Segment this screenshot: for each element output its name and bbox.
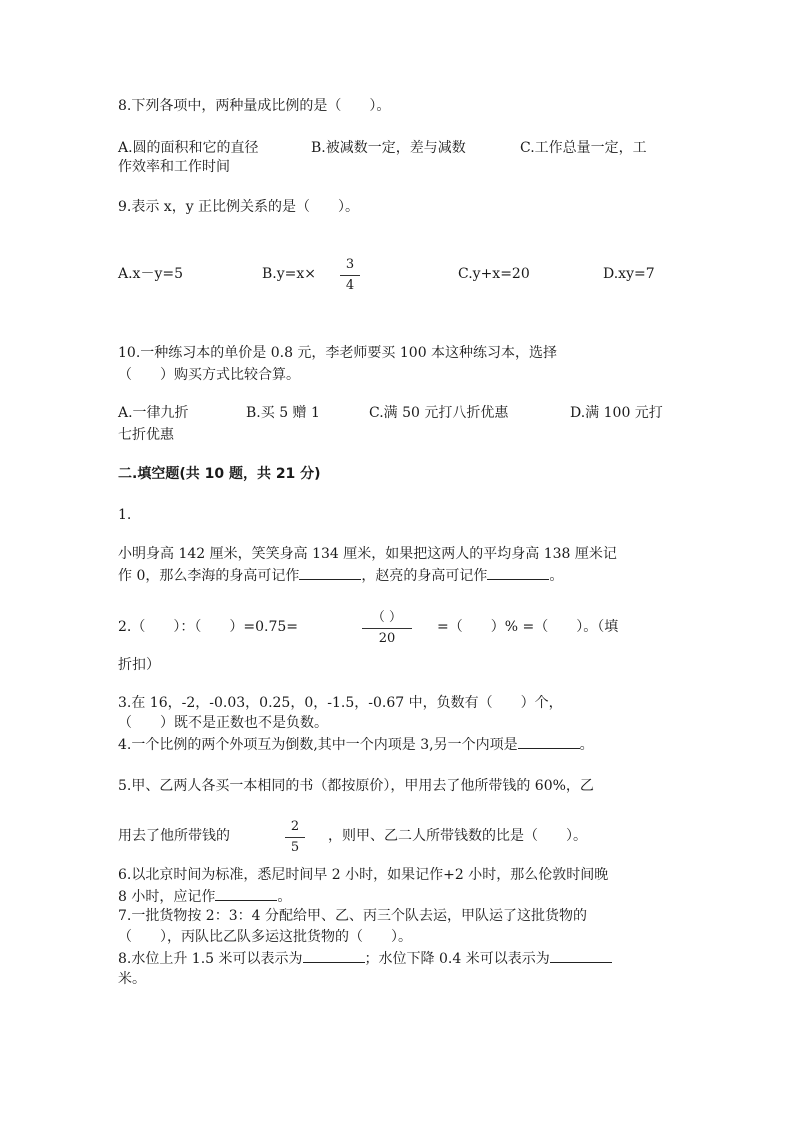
f5-line1: 5.甲、乙两人各买一本相同的书（都按原价），甲用去了他所带钱的 60%，乙 <box>118 778 594 794</box>
q9-option-d: D.xy=7 <box>603 266 655 282</box>
f3-line1: 3.在 16，-2，-0.03，0.25，0，-1.5，-0.67 中，负数有（ ）个， <box>118 695 563 711</box>
fraction-denominator: 5 <box>290 840 300 855</box>
fraction-denominator: 4 <box>345 278 355 293</box>
answer-blank[interactable] <box>215 886 277 901</box>
f1-line2 <box>118 565 563 586</box>
f5-fraction <box>281 818 309 857</box>
q10-stem: 10.一种练习本的单价是 0.8 元，李老师要买 100 本这种练习本，选择 <box>118 345 558 361</box>
q8-option-a: A.圆的面积和它的直径 <box>118 140 259 156</box>
f8-line1 <box>118 948 612 969</box>
answer-blank[interactable] <box>299 565 361 580</box>
f8-text-b: ；水位下降 0.4 米可以表示为 <box>364 951 550 967</box>
q10-option-a: A.一律九折 <box>118 405 189 421</box>
f1-text-b: ，赵亮的身高可记作 <box>361 568 488 584</box>
q9-option-b: B.y=x× <box>262 266 317 282</box>
f1-number: 1. <box>118 507 132 523</box>
answer-blank[interactable] <box>518 734 580 749</box>
fraction-numerator: 2 <box>290 819 300 834</box>
f1-line1: 小明身高 142 厘米，笑笑身高 134 厘米，如果把这两人的平均身高 138 厘米记 <box>118 546 617 562</box>
fraction-bar <box>285 837 305 838</box>
fraction-denominator: 20 <box>378 631 396 646</box>
f8-text-a: 8.水位上升 1.5 米可以表示为 <box>118 951 303 967</box>
answer-blank[interactable] <box>303 948 365 963</box>
f1-text-a: 作 0，那么李海的身高可记作 <box>118 568 300 584</box>
fraction-numerator: 3 <box>345 257 355 272</box>
f7-line1: 7.一批货物按 2：3：4 分配给甲、乙、丙三个队去运，甲队运了这批货物的 <box>118 908 587 924</box>
f4-end: 。 <box>579 737 594 753</box>
f5-line2b: ，则甲、乙二人所带钱数的比是（ ）。 <box>328 828 587 844</box>
f4-text: 4.一个比例的两个外项互为倒数,其中一个内项是 3,另一个内项是 <box>118 737 518 753</box>
f6-text: 8 小时，应记作 <box>118 889 216 905</box>
q10-option-b: B.买 5 赠 1 <box>246 405 320 421</box>
f2-part1: 2.（ ）：（ ）=0.75= <box>118 619 298 635</box>
f4-line <box>118 734 594 755</box>
q10-option-d-continued: 七折优惠 <box>118 427 174 443</box>
section-heading: 二.填空题(共 10 题，共 21 分) <box>118 466 321 482</box>
f3-line2: （ ）既不是正数也不是负数。 <box>118 715 328 731</box>
q9-stem: 9.表示 x，y 正比例关系的是（ ）。 <box>118 199 360 215</box>
q9-option-c: C.y+x=20 <box>458 266 530 282</box>
f5-line2a: 用去了他所带钱的 <box>118 828 230 844</box>
f6-line1: 6.以北京时间为标准，悉尼时间早 2 小时，如果记作+2 小时，那么伦敦时间晚 <box>118 867 609 883</box>
f2-fraction <box>358 609 416 648</box>
q10-option-d: D.满 100 元打 <box>570 405 663 421</box>
f6-line2 <box>118 886 291 907</box>
q8-option-b: B.被减数一定，差与减数 <box>311 140 466 156</box>
q9-option-b-fraction <box>336 256 364 295</box>
f8-continued: 米。 <box>118 971 146 987</box>
fraction-bar <box>362 628 412 629</box>
f2-part2: =（ ）% =（ ）。（填 <box>437 619 619 635</box>
fraction-numerator: （ ） <box>371 610 403 625</box>
q8-option-c-continued: 作效率和工作时间 <box>118 159 230 175</box>
fraction-bar <box>340 275 360 276</box>
q8-stem: 8.下列各项中，两种量成比例的是（ ）。 <box>118 98 391 114</box>
q10-stem-continued: （ ）购买方式比较合算。 <box>118 367 300 383</box>
q10-option-c: C.满 50 元打八折优惠 <box>369 405 509 421</box>
f2-continued: 折扣） <box>118 657 160 673</box>
q9-option-a: A.x－y=5 <box>118 266 184 282</box>
f7-line2: （ ），丙队比乙队多运这批货物的（ ）。 <box>118 929 412 945</box>
f1-text-c: 。 <box>549 568 564 584</box>
q8-option-c: C.工作总量一定，工 <box>520 140 647 156</box>
answer-blank[interactable] <box>487 565 549 580</box>
f6-end: 。 <box>277 889 292 905</box>
answer-blank[interactable] <box>550 948 612 963</box>
